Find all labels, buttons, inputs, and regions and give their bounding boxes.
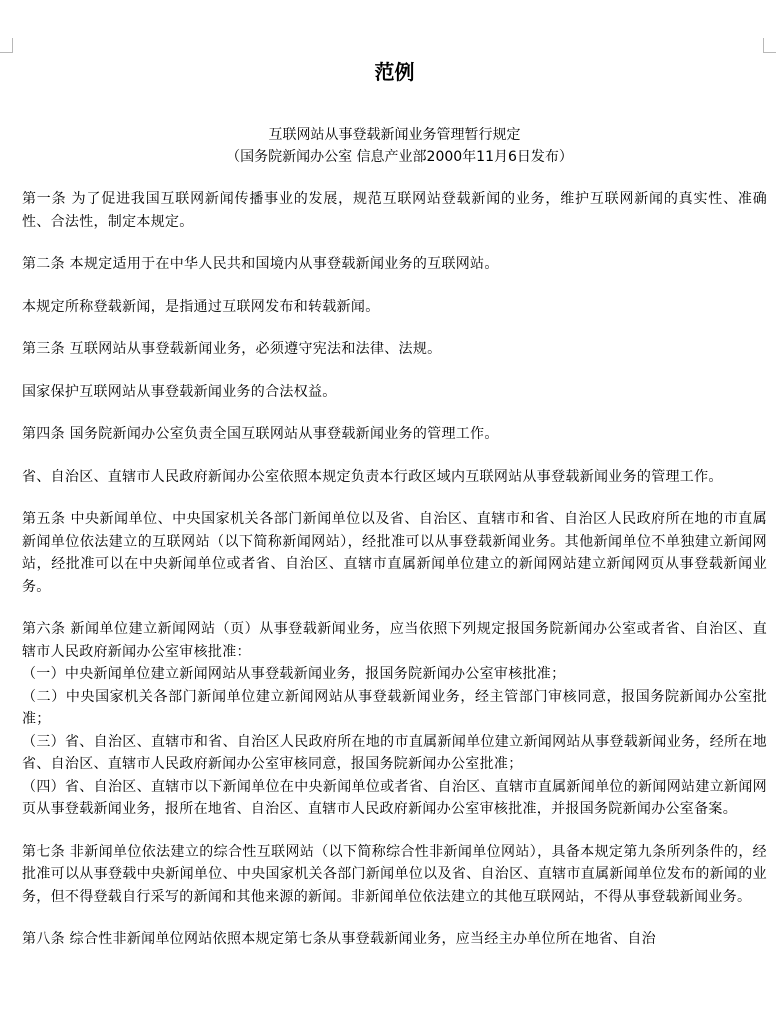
document-page: [22, 56, 767, 951]
article-4: 第四条 国务院新闻办公室负责全国互联网站从事登载新闻业务的管理工作。: [22, 426, 499, 442]
article-6-item-1: （一）中央新闻单位建立新闻网站从事登载新闻业务，报国务院新闻办公室审核批准；: [22, 666, 566, 682]
article-2-definition: 本规定所称登载新闻，是指通过互联网发布和转载新闻。: [22, 298, 380, 315]
page-title: 范例: [374, 60, 415, 84]
crop-mark-top-right: [763, 38, 776, 53]
article-3-protection: 国家保护互联网站从事登载新闻业务的合法权益。: [22, 383, 337, 400]
article-1: 第一条 为了促进我国互联网新闻传播事业的发展，规范互联网站登载新闻的业务，维护互联网新闻的真实性、准确性、合法性，制定本规定。: [22, 191, 767, 230]
article-2: 第二条 本规定适用于在中华人民共和国境内从事登载新闻业务的互联网站。: [22, 256, 499, 272]
article-6-item-4: （四）省、自治区、直辖市以下新闻单位在中央新闻单位或者省、自治区、直辖市直属新闻单位的新闻网站建立新闻网页从事登载新闻业务，报所在地省、自治区、直辖市人民政府新闻办公室审核批准，并报国务院新闻办公室备案。: [22, 778, 767, 817]
article-3: 第三条 互联网站从事登载新闻业务，必须遵守宪法和法律、法规。: [22, 341, 442, 357]
article-4-provincial: 省、自治区、直辖市人民政府新闻办公室依照本规定负责本行政区域内互联网站从事登载新闻业务的管理工作。: [22, 468, 723, 485]
article-5: 第五条 中央新闻单位、中央国家机关各部门新闻单位以及省、自治区、直辖市和省、自治区人民政府所在地的市直属新闻单位依法建立的互联网站（以下简称新闻网站），经批准可以从事登载新闻业务。其他新闻单位不单独建立新闻网站，经批准可以在中央新闻单位或者省、自治区、直辖市直属新闻单位建立的新闻网站建立新闻网页从事登载新闻业务。: [22, 511, 767, 595]
article-6: 第六条 新闻单位建立新闻网站（页）从事登载新闻业务，应当依照下列规定报国务院新闻办公室或者省、自治区、直辖市人民政府新闻办公室审核批准：: [22, 621, 767, 660]
crop-mark-top-left: [0, 38, 13, 53]
article-6-item-3: （三）省、自治区、直辖市和省、自治区人民政府所在地的市直属新闻单位建立新闻网站从事登载新闻业务，经所在地省、自治区、直辖市人民政府新闻办公室审核同意，报国务院新闻办公室批准；: [22, 733, 767, 772]
article-8: 第八条 综合性非新闻单位网站依照本规定第七条从事登载新闻业务，应当经主办单位所在地省、自治: [22, 931, 656, 947]
article-6-item-2: （二）中央国家机关各部门新闻单位建立新闻网站从事登载新闻业务，经主管部门审核同意，报国务院新闻办公室批准；: [22, 688, 767, 727]
regulation-header: [22, 124, 767, 168]
article-7: 第七条 非新闻单位依法建立的综合性互联网站（以下简称综合性非新闻单位网站），具备本规定第九条所列条件的，经批准可以从事登载中央新闻单位、中央国家机关各部门新闻单位以及省、自治区、直辖市直属新闻单位发布的新闻的业务，但不得登载自行采写的新闻和其他来源的新闻。非新闻单位依法建立的其他互联网站，不得从事登载新闻业务。: [22, 843, 767, 905]
regulation-title: 互联网站从事登载新闻业务管理暂行规定: [268, 127, 521, 143]
regulation-subtitle: （国务院新闻办公室 信息产业部2000年11月6日发布）: [226, 149, 573, 165]
